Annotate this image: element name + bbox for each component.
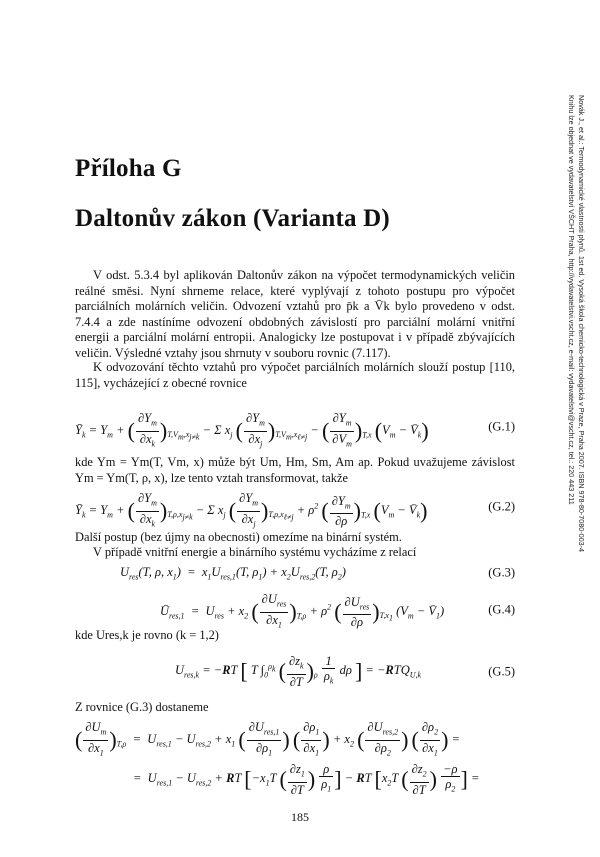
equation-g4: $Ū_{res,1} = U_{res} + x_2$ ( $\frac{\partial U_{res}}{\partial x_1}$ )$_{T,\rho} + \rho^2$ ( $\frac{\partial U_{res}}{\partial\rho}$ )$_{T,x_1}$ ($V_m$ − $V̄_1$) (G.4) <box>160 592 515 630</box>
paragraph-transform: kde Ym = Ym(T, Vm, x) může být Um, Hm, Sm, Am ap. Pokud uvažujeme závislost Ym = Ym(T, ρ, x), lze tento vztah transformovat, takže <box>75 455 515 485</box>
equation-derivation: ( $\frac{\partial U_m}{\partial x_1}$ )$_{T,\rho} = U_{res,1} - U_{res,2} + x_1$ ( $\frac{\partial U_{res,1}}{\partial\rho_1}$ ) ( $\frac{\partial\rho_1}{\partial x_1}$ ) + $x_2$ ( $\frac{\partial U_{res,2}}{\partial\rho_2}$ ) ( $\frac{\partial\rho_2}{\partial x_1}$ ) = = $U_{res,1} - U_{res,2}$ + RT [$-x_1T$ ( $\frac{\partial z_1}{\partial T}$ ) $\frac{\rho}{\rho_1}$ ] − RT [$x_2T$ ( $\frac{\partial z_2}{\partial T}$ ) $\frac{-\rho}{\rho_2}$ ] = <box>75 720 480 797</box>
equation-number: (G.4) <box>488 602 515 617</box>
paragraph-ures: kde Ures,k je rovno (k = 1,2) <box>75 628 219 642</box>
paragraph-energy: V případě vnitřní energie a binárního systému vycházíme z relací <box>93 545 417 559</box>
equation-number: (G.1) <box>488 419 515 434</box>
paragraph-method: K odvozování těchto vztahů pro výpočet parciálních molárních slouží postup [110, 115], vycházející z obecné rovnice <box>75 360 515 390</box>
equation-number: (G.5) <box>488 664 515 679</box>
side-note <box>566 95 600 745</box>
equation-g3: $U_{res}(T$, ρ, $x_1) = x_1U_{res,1}(T$, $\rho_1) + x_2U_{res,2}(T$, $\rho_2$) (G.3) <box>120 565 515 582</box>
paragraph-intro: V odst. 5.3.4 byl aplikován Daltonův zákon na výpočet termodynamických veličin reálné směsi. Nyní shrneme relace, které vyplývají z tohoto postupu pro výpočet parciálních molárních veličin. Odvození vztahů pro p̄k a V̄k bylo provedeno v odst. 7.4.4 a zde nastíníme odvození obdobných závislostí pro parciální molární vnitřní energii a parciální molární entropii. Analogicky lze postupovat i v případě zbývajících veličin. Výsledné vztahy jsou shrnuty v souboru rovnic (7.117). <box>75 268 515 360</box>
equation-number: (G.3) <box>488 565 515 580</box>
equation-g1: $Ȳ_k = Y_m$ + ( $\frac{\partial Y_m}{\partial x_k}$ )$_{T,V_m,x_{j\ne k}} - \Sigma$ $x_j$ ( $\frac{\partial Y_m}{\partial x_j}$ )$_{T,V_m,x_{\ell\ne j}}$ − ( $\frac{\partial Y_m}{\partial V_m}$ )$_{T,x}$ ($V_m$ − $V̄_k$) (G.1) <box>75 411 515 448</box>
equation-g5: $U_{res,k} = -RT$ [ T $\int_0^{\rho_k}$ ( $\frac{\partial z_k}{\partial T}$ )$_\rho$ $\frac{1}{\rho_k}$ dρ ] = $-RTQ_{U,k}$ (G.5) <box>175 654 515 689</box>
order-info-line: Knihu lze objednat ve vydavatelství VŠCHT Praha, http://vydavatelstvi.vscht.cz, e-mail: vydavatelstvi@vscht.cz, tel.: 220 443 211 <box>567 95 576 505</box>
equation-g2: $Ȳ_k = Y_m$ + ( $\frac{\partial Y_m}{\partial x_k}$ )$_{T,\rho,x_{j\ne k}} - \Sigma$ $x_j$ ( $\frac{\partial Y_m}{\partial x_j}$ )$_{T,\rho,x_{\ell\ne j}} + \rho^2$ ( $\frac{\partial Y_m}{\partial\rho}$ )$_{T,x}$ ($V_m$ − $V̄_k$) (G.2) <box>75 491 515 529</box>
citation-line: Novák J., et al.: Termodynamické vlastnosti plynů. 1st ed. Vysoká škola chemicko-technologická v Praze, Praha 2007. ISBN 978-80-7080-003-4 <box>577 95 586 553</box>
chapter-heading: Příloha G <box>75 155 182 182</box>
paragraph-from-g3: Z rovnice (G.3) dostaneme <box>75 700 209 714</box>
chapter-title: Daltonův zákon (Varianta D) <box>75 205 390 232</box>
equation-number: (G.2) <box>488 499 515 514</box>
paragraph-binary: Další postup (bez újmy na obecnosti) omezíme na binární systém. <box>75 530 402 544</box>
page-number: 185 <box>291 810 309 824</box>
